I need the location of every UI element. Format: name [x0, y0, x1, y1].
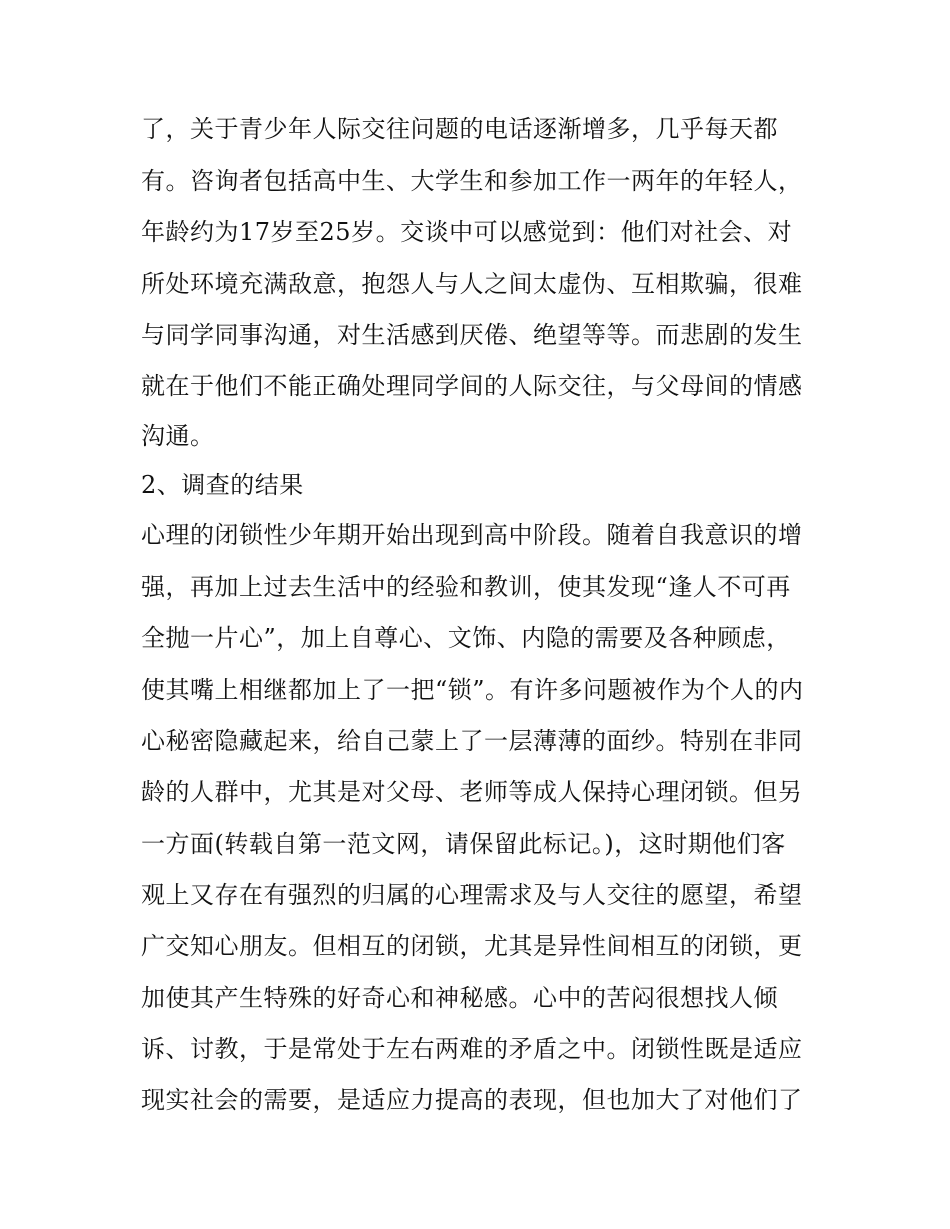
text-line-14: 龄的人群中，尤其是对父母、老师等成人保持心理闭锁。但另	[141, 778, 803, 806]
text-line-11: 全抛一片心”，加上自尊心、文饰、内隐的需要及各种顾虑，	[141, 624, 791, 652]
text-line-16: 观上又存在有强烈的归属的心理需求及与人交往的愿望，希望	[141, 881, 803, 909]
text-line-18: 加使其产生特殊的好奇心和神秘感。心中的苦闷很想找人倾	[141, 984, 778, 1012]
section-heading: 2、调查的结果	[141, 471, 304, 499]
text-line-10: 强，再加上过去生活中的经验和教训，使其发现“逢人不可再	[141, 573, 791, 601]
text-line-5: 与同学同事沟通，对生活感到厌倦、绝望等等。而悲剧的发生	[141, 321, 803, 349]
text-line-6: 就在于他们不能正确处理同学间的人际交往，与父母间的情感	[141, 372, 803, 400]
text-line-17: 广交知心朋友。但相互的闭锁，尤其是异性间相互的闭锁，更	[141, 932, 803, 960]
text-line-15: 一方面(转载自第一范文网，请保留此标记。)，这时期他们客	[141, 830, 786, 858]
text-line-2: 有。咨询者包括高中生、大学生和参加工作一两年的年轻人，	[141, 167, 803, 195]
text-line-1: 了，关于青少年人际交往问题的电话逐渐增多，几乎每天都	[141, 115, 778, 143]
text-line-12: 使其嘴上相继都加上了一把“锁”。有许多问题被作为个人的内	[141, 676, 804, 704]
text-line-3: 年龄约为17岁至25岁。交谈中可以感觉到：他们对社会、对	[141, 218, 793, 246]
text-line-9: 心理的闭锁性少年期开始出现到高中阶段。随着自我意识的增	[141, 521, 803, 549]
text-line-19: 诉、讨教，于是常处于左右两难的矛盾之中。闭锁性既是适应	[141, 1035, 803, 1063]
text-line-4: 所处环境充满敌意，抱怨人与人之间太虚伪、互相欺骗，很难	[141, 270, 803, 298]
text-line-20: 现实社会的需要，是适应力提高的表现，但也加大了对他们了	[141, 1086, 803, 1114]
text-line-13: 心秘密隐藏起来，给自己蒙上了一层薄薄的面纱。特别在非同	[141, 727, 803, 755]
text-line-7: 沟通。	[141, 422, 215, 450]
